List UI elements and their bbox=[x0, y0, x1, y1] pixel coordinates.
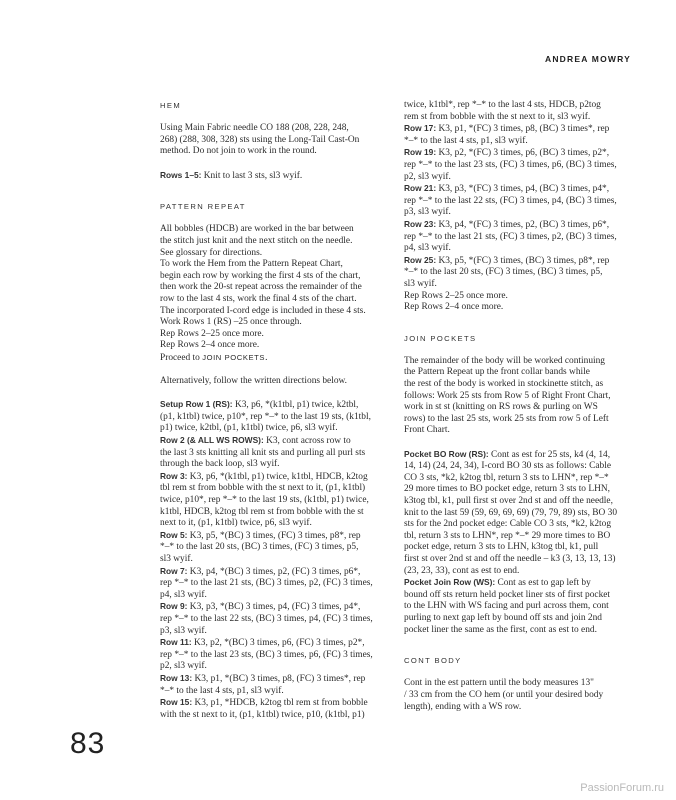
watermark: PassionForum.ru bbox=[580, 782, 664, 794]
row-block: Row 3: K3, p6, *(k1tbl, p1) twice, k1tbl, HDCB, k2tog tbl rem st from bobble with the st next to it, (p1, k1tbl) twice, p10*, rep *–* to the last 19 sts, (k1tbl, p1) twice, k1tbl, HDCB, k2tog tbl rem st from bobble with the st next to it, (p1, k1tbl) twice, p6, sl3 wyif. bbox=[160, 470, 369, 529]
pocket-join-row: Pocket Join Row (WS): Cont as est to gap left by bound off sts return held pocket liner sts of first pocket to the LHN with WS facing and purl across them, cont purling to next gap left by bound off sts and join 2nd pocket liner the same as the first, cont as est to end. bbox=[404, 577, 611, 635]
row-block: Row 2 (& ALL WS ROWS): K3, cont across row to the last 3 sts knitting all knit sts and purling all purl sts through the back loop, sl3 wyif. bbox=[160, 435, 366, 470]
row-block: Row 17: K3, p1, *(FC) 3 times, p8, (BC) 3 times*, rep *–* to the last 4 sts, p1, sl3 wyif. bbox=[404, 123, 610, 146]
repeat-instruction: Rep Rows 2–4 once more. bbox=[404, 302, 504, 313]
hem-intro: Using Main Fabric needle CO 188 (208, 228, 248, 268) (288, 308, 328) sts using the Long-Tail Cast-On method. Do not join to work in the round. bbox=[160, 123, 360, 157]
pattern-repeat-heading: PATTERN REPEAT bbox=[160, 202, 246, 212]
row-block: Row 15: K3, p1, *HDCB, k2tog tbl rem st from bobble with the st next to it, (p1, k1tbl) twice, p10, (k1tbl, p1) bbox=[160, 697, 368, 720]
cont-body-text: Cont in the est pattern until the body measures 13" / 33 cm from the CO hem (or until your desired body length), ending with a WS row. bbox=[404, 678, 604, 712]
row-block: Row 5: K3, p5, *(BC) 3 times, (FC) 3 times, p8*, rep *–* to the last 20 sts, (BC) 3 times, (FC) 3 times, p5, sl3 wyif. bbox=[160, 529, 361, 564]
pattern-repeat-text: All bobbles (HDCB) are worked in the bar between the stitch just knit and the next stitch on the needle. See glossary for directions. To work the Hem from the Pattern Repeat Chart, begin each row by working the first 4 sts of the chart, then work the 20-st repeat across the remainder of the row to the last 4 sts, work the final 4 sts of the chart. The incorporated I-cord edge is included in these 4 sts. Work Rows 1 (RS) –25 once through. Rep Rows 2–25 once more. Rep Rows 2–4 once more. Proceed to JOIN POCKETS. bbox=[160, 224, 380, 364]
row-block: Row 7: K3, p4, *(BC) 3 times, p2, (FC) 3 times, p6*, rep *–* to the last 21 sts, (BC) 3 times, p2, (FC) 3 times, p4, sl3 wyif. bbox=[160, 565, 373, 600]
cont-body-heading: CONT BODY bbox=[404, 656, 462, 666]
row-block: Setup Row 1 (RS): K3, p6, *(k1tbl, p1) twice, k2tbl, (p1, k1tbl) twice, p10*, rep *–* to the last 19 sts, (k1tbl, p1) twice, k2tbl, (p1, k1tbl) twice, p6, sl3 wyif. bbox=[160, 399, 371, 434]
proceed-line: Proceed to JOIN POCKETS. bbox=[160, 352, 268, 363]
alt-directions-note: Alternatively, follow the written directions below. bbox=[160, 376, 348, 387]
left-column bbox=[160, 100, 380, 721]
page-number: 83 bbox=[70, 727, 106, 760]
row-block: Row 19: K3, p2, *(FC) 3 times, p6, (BC) 3 times, p2*, rep *–* to the last 23 sts, (FC) 3 times, p6, (BC) 3 times, p2, sl3 wyif. bbox=[404, 147, 617, 182]
author-name: ANDREA MOWRY bbox=[544, 54, 631, 64]
row-block: Row 23: K3, p4, *(FC) 3 times, p2, (BC) 3 times, p6*, rep *–* to the last 21 sts, (FC) 3 times, p2, (BC) 3 times, p4, sl3 wyif. bbox=[404, 218, 617, 254]
hem-rows: Rows 1–5: Knit to last 3 sts, sl3 wyif. bbox=[160, 169, 303, 181]
join-pockets-heading: JOIN POCKETS bbox=[404, 333, 477, 343]
row-block: Row 11: K3, p2, *(BC) 3 times, p6, (FC) 3 times, p2*, rep *–* to the last 23 sts, (BC) 3 times, p6, (FC) 3 times, p2, sl3 wyif. bbox=[160, 637, 373, 672]
row-block: Row 25: K3, p5, *(FC) 3 times, (BC) 3 times, p8*, rep *–* to the last 20 sts, (FC) 3 times, (BC) 3 times, p5, sl3 wyif. bbox=[404, 254, 610, 289]
right-column bbox=[404, 100, 634, 713]
row-continuation: twice, k1tbl*, rep *–* to the last 4 sts, HDCB, p2tog rem st from bobble with the st next to it, sl3 wyif. bbox=[404, 100, 601, 122]
join-pockets-text: The remainder of the body will be worked continuing the Pattern Repeat up the front collar bands while the rest of the body is worked in stockinette stitch, as follows: Work 25 sts from Row 5 of Right Front Chart, work in st st (knitting on RS rows & purling on WS rows) to the last 25 sts, work 25 sts from row 5 of Left Front Chart. bbox=[404, 355, 611, 436]
hem-heading: HEM bbox=[160, 101, 182, 110]
row-block: Row 9: K3, p3, *(BC) 3 times, p4, (FC) 3 times, p4*, rep *–* to the last 22 sts, (BC) 3 times, p4, (FC) 3 times, p3, sl3 wyif. bbox=[160, 601, 373, 636]
row-block: Row 21: K3, p3, *(FC) 3 times, p4, (BC) 3 times, p4*, rep *–* to the last 22 sts, (FC) 3 times, p4, (BC) 3 times, p3, sl3 wyif. bbox=[404, 183, 617, 218]
repeat-instruction: Rep Rows 2–25 once more. bbox=[404, 290, 508, 301]
pocket-bo-row: Pocket BO Row (RS): Cont as est for 25 sts, k4 (4, 14, 14, 14) (24, 24, 34), I-cord BO 30 sts as follows: Cable CO 3 sts, *k2, k2tog tbl, return 3 sts to LHN*, rep *–* 29 more times to BO pocket edge, return 3 sts to LHN, k3tog tbl, k1, pull first st over 2nd st and off the needle, knit to the last 59 (59, 69, 69, 69) (79, 79, 89) sts, BO 30 sts for the 2nd pocket edge: Cable CO 3 sts, *k2, k2tog tbl, return 3 sts to LHN*, rep *–* 29 more times to BO pocket edge, return 3 sts to LHN, k3tog tbl, k1, pull first st over 2nd st and off the needle – k3 (3, 13, 13, 13) (23, 23, 33), cont as est to end. bbox=[404, 448, 618, 576]
row-block: Row 13: K3, p1, *(BC) 3 times, p8, (FC) 3 times*, rep *–* to the last 4 sts, p1, sl3 wyif. bbox=[160, 672, 366, 696]
